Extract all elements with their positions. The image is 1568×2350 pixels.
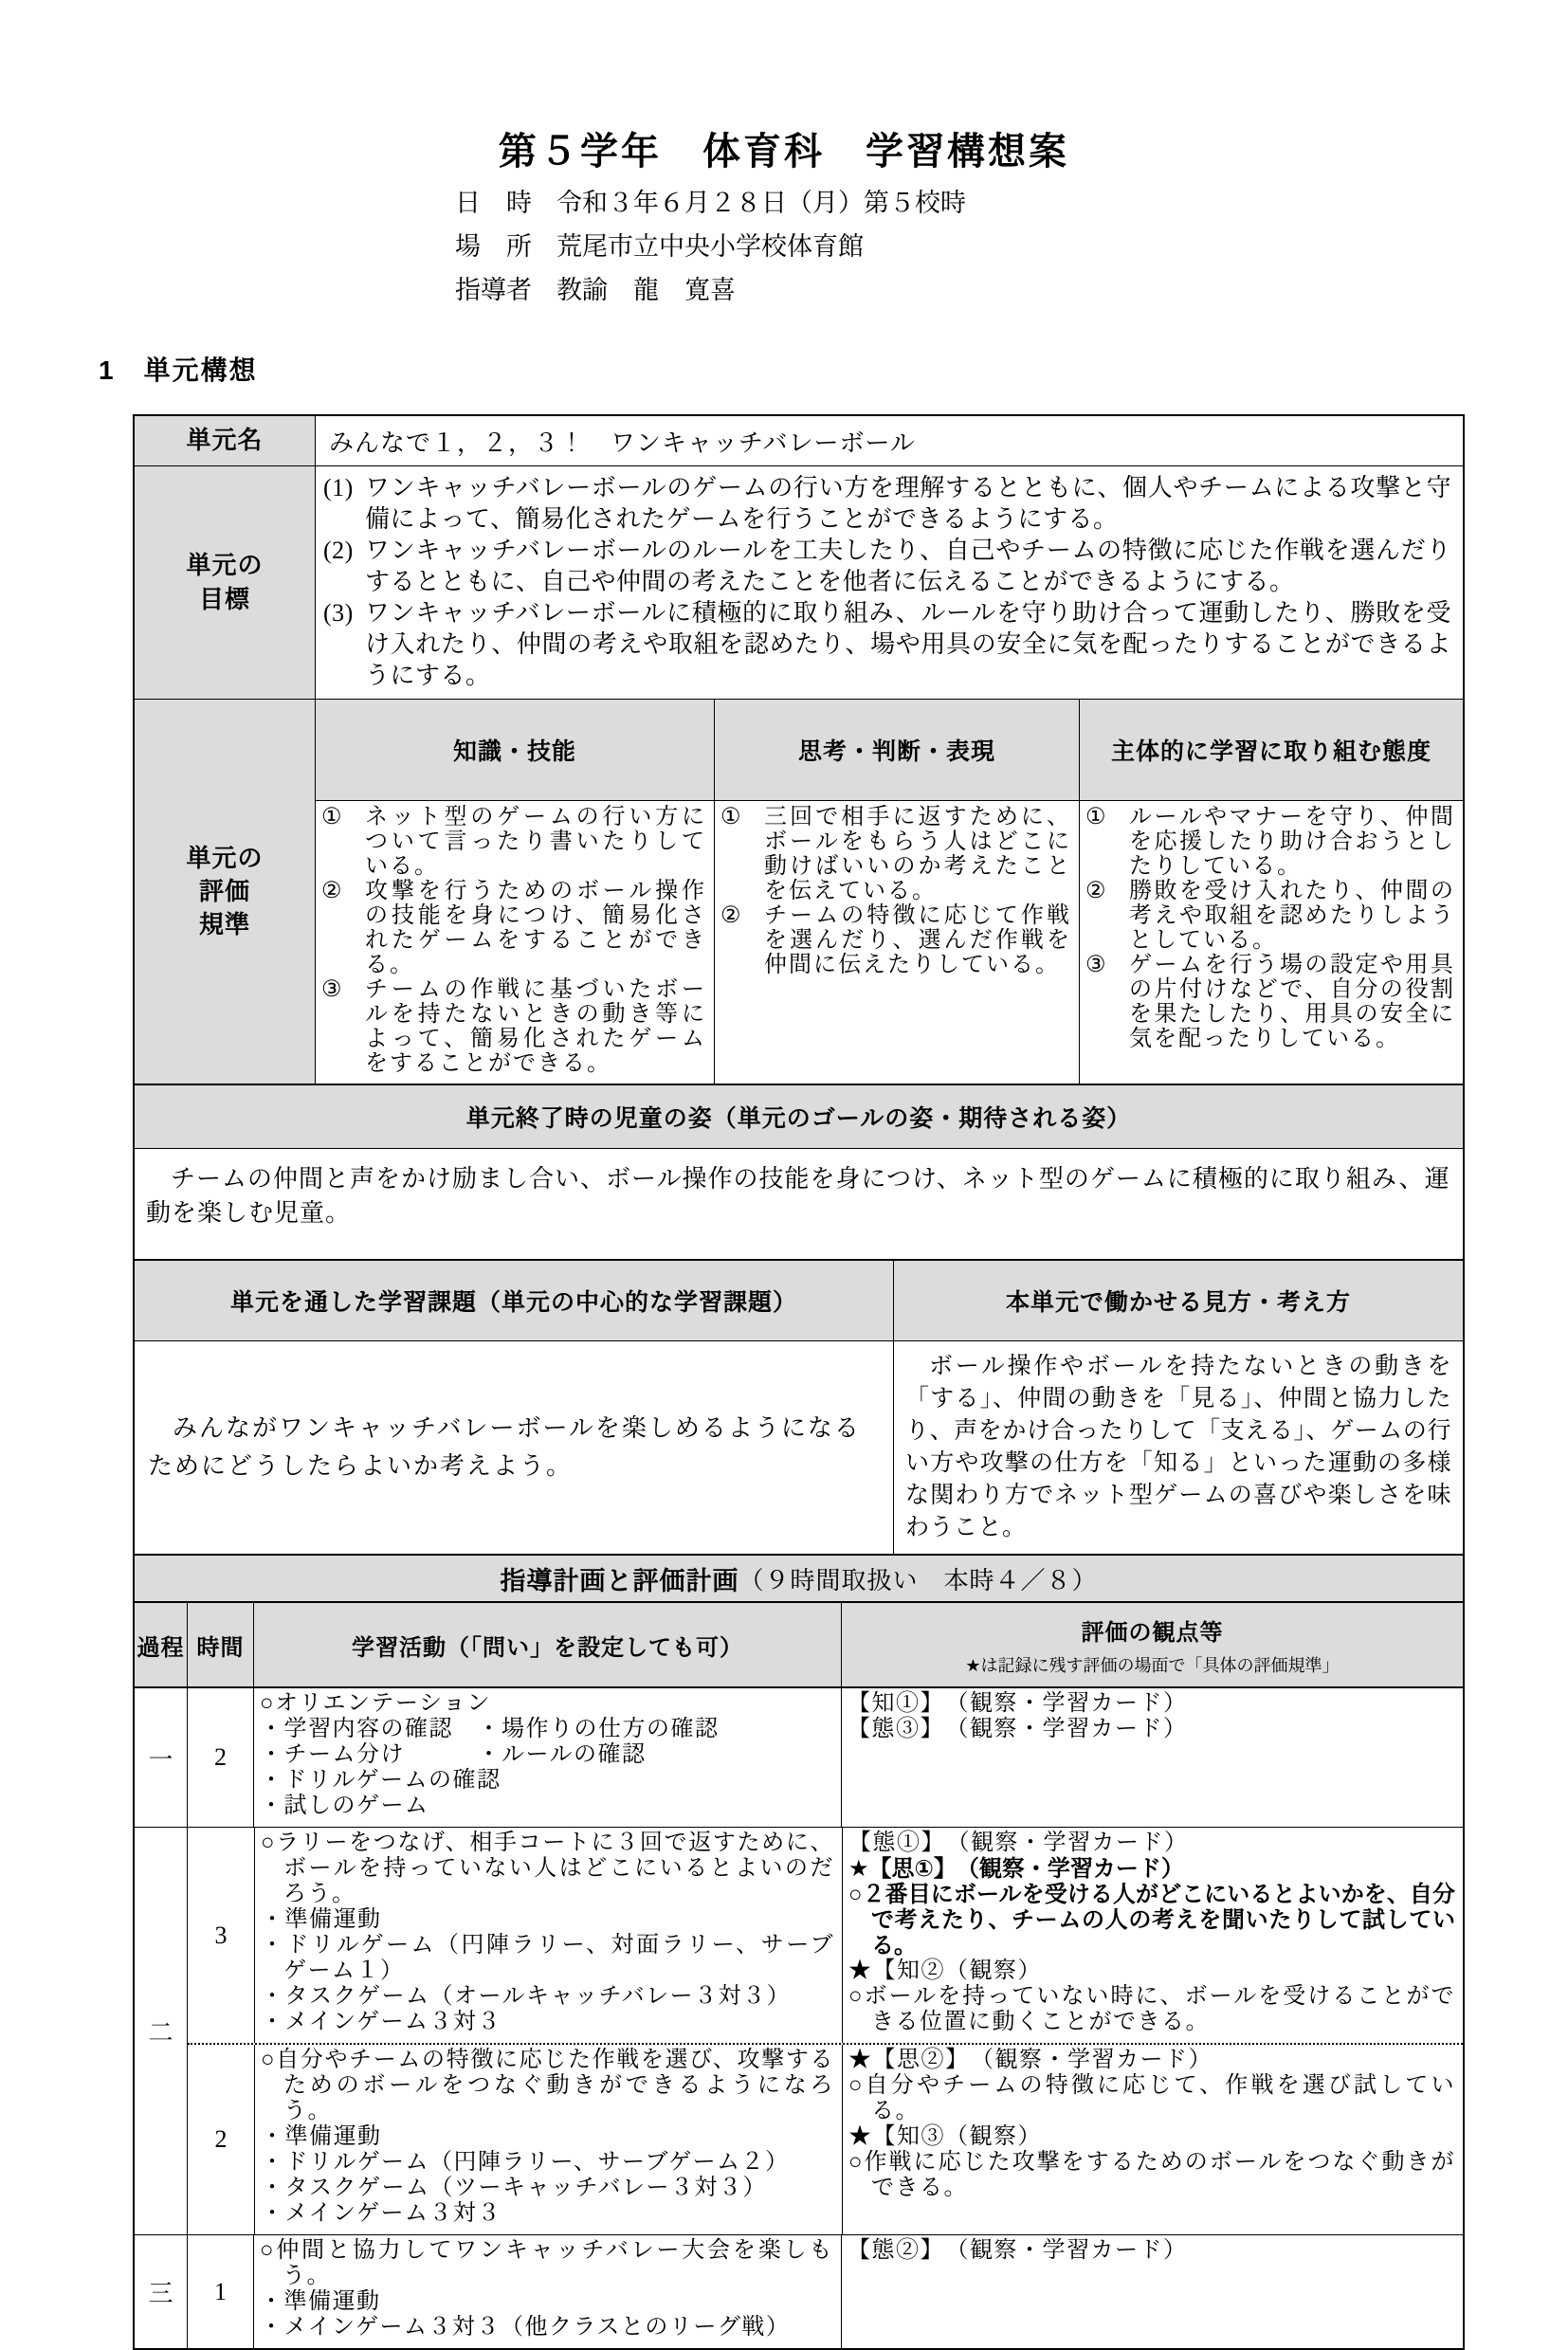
activity-line: ・試しのゲーム [260,1794,429,1818]
unit-goals [315,466,1463,699]
evaluation-line: ★【知②（観察） [848,1958,1042,1983]
meta-label: 日 時 [455,189,532,217]
criteria-item [1085,805,1455,879]
criteria-headers [316,700,1463,801]
meta-value: 教諭 龍 寛喜 [556,276,736,304]
evaluation-criteria-body [315,700,1463,1084]
activity-line: ・メインゲーム３対３ [261,2201,502,2226]
process-3: 三 [148,2280,173,2307]
activities-1 [253,1688,841,1827]
unit-name-row [135,416,1463,465]
unit-goal-label [135,466,315,699]
evaluation-line: ○２番目にボールを受ける人がどこにいるとよいかを、自分で考えたり、チームの人の考えを聞いたりして試している。 [848,1882,1455,1958]
plan-col-time: 時間 [187,1603,253,1686]
view-text: ボール操作やボールを持たないときの動きを「する」、仲間の動きを「見る」、仲間と協力したり、声をかけ合ったりして「支える」、ゲームの行い方や攻撃の仕方を「知る」といった運動の多様な関わり方でネット型ゲームの喜びや楽しさを味わうこと。 [893,1341,1463,1554]
activity-line: ・メインゲーム３対３ [261,2010,502,2034]
plan-col-process: 過程 [135,1603,187,1686]
activity-line: ○ラリーをつなげ、相手コートに３回で返すために、ボールを持っていない人はどこにいるとよいのだろう。 [261,1831,834,1906]
plan-row-1 [135,1686,1463,1827]
meta-label: 指導者 [455,276,532,304]
evaluations-4 [841,2235,1463,2348]
activity-line: ・ドリルゲーム（円陣ラリー、サーブゲーム２） [261,2150,790,2175]
activity-line: ○仲間と協力してワンキャッチバレー大会を楽しもう。 [260,2238,833,2288]
activity-line: ・タスクゲーム（ツーキャッチバレー３対３） [261,2176,768,2200]
process-1: 一 [148,1745,173,1774]
unit-plan-table [133,414,1465,2350]
evaluation-note: ★は記録に残す評価の場面で「具体の評価規準」 [965,1655,1340,1675]
meta-value: 令和３年６月２８日（月）第５校時 [556,189,966,217]
item-text: ルールやマナーを守り、仲間を応援したり助け合おうとしたりしている。 [1129,805,1455,879]
meta-line [455,268,1568,312]
plan-title-row [135,1554,1463,1601]
plan-row-group-2 [135,1827,1463,2234]
item-number: ② [720,903,743,928]
evaluation-line: ★【思①】 （観察・学習カード） [848,1856,1184,1882]
item-number: ① [321,805,344,829]
activity-line: ○オリエンテーション [260,1691,492,1716]
goal-figure-text: チームの仲間と声をかけ励まし合い、ボール操作の技能を身につけ、ネット型のゲームに積極的に取り組み、運動を楽しむ児童。 [146,1165,1450,1227]
goal-text: ワンキャッチバレーボールに積極的に取り組み、ルールを守り助け合って運動したり、勝敗を受け入れたり、仲間の考えや取組を認めたり、場や用具の安全に気を配ったりすることができるようにする。 [365,599,1451,689]
item-number: ③ [321,977,344,1002]
evaluation-criteria-row [135,699,1463,1084]
goal-item [323,597,1451,691]
meta-label: 場 所 [455,232,532,261]
item-text: 三回で相手に返すために、ボールをもらう人はどこに動けばいいのか考えたことを伝えている。 [764,805,1071,903]
item-text: チームの特徴に応じて作戦を選んだり、選んだ作戦を仲間に伝えたりしている。 [764,903,1071,977]
time-4: 1 [187,2235,253,2348]
task-text: みんながワンキャッチバレーボールを楽しめるようになるためにどうしたらよいか考えよう。 [148,1414,861,1480]
label-line: 単元の [186,843,264,872]
evaluation-line: ○ボールを持っていない時に、ボールを受けることができる位置に動くことができる。 [848,1984,1455,2034]
view-header: 本単元で働かせる見方・考え方 [893,1261,1463,1340]
criteria-content [316,801,1463,1084]
unit-goal-row [135,465,1463,699]
plan-row-2 [188,1828,1463,2043]
label-line: 目標 [198,584,250,613]
activity-line: ・チーム分け ・ルールの確認 [260,1742,647,1767]
time-3: 2 [214,2125,228,2153]
activity-line: ○自分やチームの特徴に応じた作戦を選び、攻撃するためのボールをつなぐ動きができるようになろう。 [261,2048,834,2123]
item-text: 勝敗を受け入れたり、仲間の考えや取組を認めたりしようとしている。 [1129,879,1455,953]
plan-col-evaluation [841,1603,1463,1686]
item-number: ① [1085,805,1108,829]
plan-title-main: 指導計画と評価計画 [500,1566,739,1595]
task-body-row [135,1340,1463,1554]
plan-row-4 [135,2234,1463,2348]
activity-line: ・メインゲーム３対３（他クラスとのリーグ戦） [260,2315,791,2340]
evaluation-header: 評価の観点等 [1081,1619,1224,1646]
activities-2 [254,1828,842,2043]
meta-block [455,181,1568,312]
criteria-item [1085,953,1455,1051]
goal-figure-text-row [135,1148,1463,1259]
criteria-item [321,805,706,879]
item-text: ネット型のゲームの行い方について言ったり書いたりしている。 [365,805,706,879]
process-2: 二 [148,2019,173,2047]
activity-line: ・ドリルゲームの確認 [260,1768,501,1793]
unit-name-value: みんなで１，２，３！ ワンキャッチバレーボール [315,416,1463,465]
activities-3 [254,2045,842,2234]
item-number: ① [720,805,743,829]
activity-line: ・準備運動 [261,2124,382,2149]
evaluation-line: ○作戦に応じた攻撃をするためのボールをつなぐ動きができる。 [848,2150,1455,2200]
process-2-group [187,1828,1463,2234]
goal-number: (1) [323,474,354,501]
item-text: ゲームを行う場の設定や用具の片付けなどで、自分の役割を果たしたり、用具の安全に気を配ったりしている。 [1129,953,1455,1051]
task-header-row [135,1259,1463,1340]
item-text: チームの作戦に基づいたボールを持たないときの動き等によって、簡易化されたゲームをすることができる。 [365,977,706,1076]
item-number: ② [321,879,344,903]
evaluations-3 [842,2045,1463,2234]
goal-figure-header: 単元終了時の児童の姿（単元のゴールの姿・期待される姿） [135,1085,1463,1148]
evaluation-line: ★【思②】 （観察・学習カード） [848,2048,1212,2072]
goal-text: ワンキャッチバレーボールのルールを工夫したり、自己やチームの特徴に応じた作戦を選んだりするとともに、自己や仲間の考えたことを他者に伝えることができるようにする。 [365,537,1451,595]
activity-line: ・準備運動 [261,1907,382,1932]
goal-figure-header-row [135,1084,1463,1148]
label-line: 評価 [198,876,250,905]
meta-line [455,225,1568,268]
plan-row-3 [188,2043,1463,2234]
evaluation-line: ○自分やチームの特徴に応じて、作戦を選び試している。 [848,2073,1455,2123]
activity-line: ・学習内容の確認 ・場作りの仕方の確認 [260,1717,720,1741]
task-text-cell [135,1341,893,1554]
evaluations-2 [842,1828,1463,2043]
plan-title [135,1556,1463,1601]
criteria-item [1085,879,1455,953]
evaluations-1 [841,1688,1463,1827]
time-1: 2 [187,1688,253,1827]
activities-4 [253,2235,841,2348]
criteria-header-attitude: 主体的に学習に取り組む態度 [1079,700,1463,800]
section-heading: 1 単元構想 [99,355,258,385]
goal-item [323,472,1451,535]
task-header: 単元を通した学習課題（単元の中心的な学習課題） [135,1261,893,1340]
plan-col-activity: 学習活動（「問い」を設定しても可） [253,1603,841,1686]
item-number: ② [1085,879,1108,903]
evaluation-criteria-label [135,700,315,1084]
evaluation-line: 【態②】 （観察・学習カード） [848,2238,1188,2263]
criteria-knowledge-items [316,801,714,1084]
label-line: 単元の [186,551,264,580]
criteria-item [720,805,1071,903]
criteria-item [321,879,706,977]
activity-line: ・準備運動 [260,2289,381,2314]
goal-text: ワンキャッチバレーボールのゲームの行い方を理解するとともに、個人やチームによる攻撃と守備によって、簡易化されたゲームを行うことができるようにする。 [365,474,1451,533]
evaluation-line: 【知①】 （観察・学習カード） [848,1691,1188,1716]
item-text: 攻撃を行うためのボール操作の技能を身につけ、簡易化されたゲームをすることができる。 [365,879,706,977]
time-2: 3 [214,1921,228,1949]
meta-line [455,181,1568,225]
activity-line: ・ドリルゲーム（円陣ラリー、対面ラリー、サーブゲーム１） [261,1933,834,1983]
evaluation-line: 【態①】 （観察・学習カード） [848,1831,1189,1855]
evaluation-line: ★【知③（観察） [848,2124,1042,2149]
unit-name-label: 単元名 [135,416,315,465]
criteria-header-knowledge: 知識・技能 [316,700,714,800]
activity-line: ・タスクゲーム（オールキャッチバレー３対３） [261,1984,792,2009]
criteria-thinking-items [714,801,1079,1084]
goal-item [323,535,1451,597]
item-number: ③ [1085,953,1108,977]
criteria-header-thinking: 思考・判断・表現 [714,700,1079,800]
goal-number: (3) [323,599,354,627]
criteria-item [321,977,706,1076]
meta-value: 荒尾市立中央小学校体育館 [556,232,864,261]
label-line: 規準 [198,910,250,939]
plan-title-sub: （９時間取扱い 本時４／８） [738,1566,1098,1594]
plan-header-row [135,1601,1463,1686]
criteria-item [720,903,1071,977]
criteria-attitude-items [1079,801,1463,1084]
evaluation-line: 【態③】 （観察・学習カード） [848,1717,1188,1741]
goal-number: (2) [323,537,354,564]
page-title: 第５学年 体育科 学習構想案 [499,131,1069,173]
